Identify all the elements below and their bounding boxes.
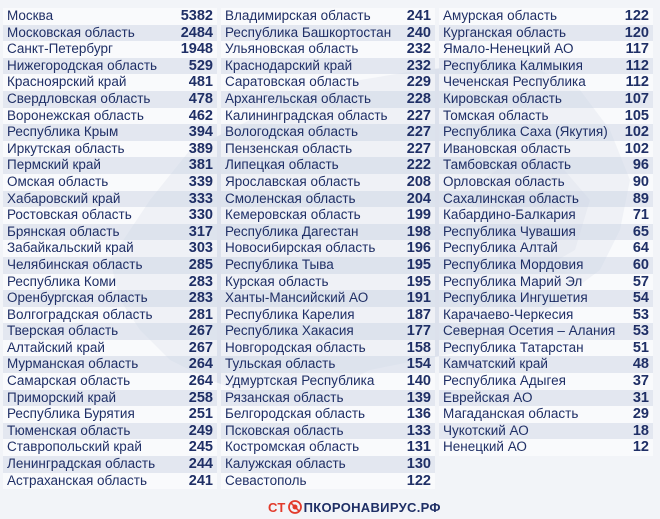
region-row — [3, 41, 217, 58]
region-name: Ульяновская область — [225, 41, 359, 57]
region-name: Тверская область — [7, 323, 119, 339]
region-case-count: 251 — [188, 406, 213, 423]
region-row — [3, 423, 217, 440]
region-name: Пензенская область — [225, 140, 353, 156]
region-case-count: 227 — [406, 140, 431, 157]
region-name: Республика Карелия — [225, 306, 355, 322]
region-name: Республика Башкортостан — [225, 24, 392, 40]
region-case-count: 54 — [632, 290, 649, 307]
region-case-count: 60 — [632, 256, 649, 273]
region-row — [439, 157, 653, 174]
region-name: Чукотский АО — [443, 422, 529, 438]
region-name: Республика Тыва — [225, 256, 334, 272]
region-case-count: 195 — [406, 256, 431, 273]
region-row — [3, 473, 217, 490]
region-row — [3, 25, 217, 42]
region-name: Тюменская область — [7, 422, 131, 438]
region-case-count: 53 — [632, 306, 649, 323]
region-case-count: 120 — [624, 24, 649, 41]
region-row — [221, 174, 435, 191]
region-case-count: 199 — [406, 207, 431, 224]
region-name: Краснодарский край — [225, 57, 353, 73]
region-case-count: 462 — [188, 107, 213, 124]
region-row — [221, 25, 435, 42]
region-name: Воронежская область — [7, 107, 144, 123]
region-case-count: 303 — [188, 240, 213, 257]
region-row — [3, 240, 217, 257]
region-name: Камчатский край — [443, 356, 548, 372]
region-case-count: 2484 — [180, 24, 213, 41]
region-row — [439, 8, 653, 25]
region-row — [221, 439, 435, 456]
region-name: Удмуртская Республика — [225, 373, 375, 389]
region-case-count: 18 — [632, 422, 649, 439]
region-name: Свердловская область — [7, 90, 151, 106]
region-row — [221, 108, 435, 125]
region-case-count: 187 — [406, 306, 431, 323]
footer-brand-part2: ПКОРОНАВИРУС.РФ — [303, 499, 441, 515]
region-name: Санкт-Петербург — [7, 41, 113, 57]
region-case-count: 177 — [406, 323, 431, 340]
region-name: Ямало-Ненецкий АО — [443, 41, 574, 57]
region-name: Новосибирская область — [225, 240, 376, 256]
region-name: Смоленская область — [225, 190, 356, 206]
region-row — [221, 423, 435, 440]
region-case-count: 131 — [406, 439, 431, 456]
region-name: Астраханская область — [7, 472, 148, 488]
region-case-count: 96 — [632, 157, 649, 174]
region-row — [3, 174, 217, 191]
region-case-count: 71 — [632, 207, 649, 224]
region-name: Белгородская область — [225, 406, 366, 422]
region-row — [3, 456, 217, 473]
region-name: Курганская область — [443, 24, 567, 40]
region-row — [3, 390, 217, 407]
region-row — [221, 207, 435, 224]
region-case-count: 136 — [406, 406, 431, 423]
region-name: Ненецкий АО — [443, 439, 527, 455]
region-name: Мурманская область — [7, 356, 139, 372]
region-case-count: 48 — [632, 356, 649, 373]
region-row — [439, 390, 653, 407]
region-case-count: 29 — [632, 406, 649, 423]
region-name: Республика Чувашия — [443, 223, 576, 239]
region-row — [221, 456, 435, 473]
region-row — [439, 191, 653, 208]
region-name: Ленинградская область — [7, 456, 156, 472]
region-row — [221, 41, 435, 58]
region-row — [3, 290, 217, 307]
region-name: Еврейская АО — [443, 389, 533, 405]
region-case-count: 381 — [188, 157, 213, 174]
region-name: Севастополь — [225, 472, 307, 488]
region-name: Сахалинская область — [443, 190, 579, 206]
region-case-count: 133 — [406, 422, 431, 439]
region-case-count: 333 — [188, 190, 213, 207]
region-row — [221, 406, 435, 423]
region-row — [439, 240, 653, 257]
region-name: Северная Осетия – Алания — [443, 323, 616, 339]
region-case-count: 330 — [188, 207, 213, 224]
region-case-count: 229 — [406, 74, 431, 91]
region-case-count: 285 — [188, 256, 213, 273]
region-name: Псковская область — [225, 422, 344, 438]
region-name: Ханты-Мансийский АО — [225, 290, 369, 306]
region-name: Республика Дагестан — [225, 223, 359, 239]
region-case-count: 105 — [624, 107, 649, 124]
region-case-count: 196 — [406, 240, 431, 257]
region-name: Омская область — [7, 173, 109, 189]
region-row — [439, 74, 653, 91]
region-row — [221, 340, 435, 357]
region-name: Оренбургская область — [7, 290, 148, 306]
regions-column-3 — [439, 8, 653, 456]
region-case-count: 478 — [188, 90, 213, 107]
region-case-count: 249 — [188, 422, 213, 439]
region-name: Ивановская область — [443, 140, 571, 156]
region-case-count: 112 — [625, 57, 649, 74]
region-row — [439, 141, 653, 158]
region-case-count: 227 — [406, 107, 431, 124]
region-name: Пермский край — [7, 157, 101, 173]
region-row — [221, 274, 435, 291]
region-row — [439, 174, 653, 191]
region-name: Чеченская Республика — [443, 74, 586, 90]
region-row — [221, 373, 435, 390]
footer-brand[interactable] — [268, 498, 441, 516]
footer-brand-part1: СТ — [268, 499, 286, 515]
region-name: Республика Калмыкия — [443, 57, 583, 73]
region-name: Калининградская область — [225, 107, 388, 123]
region-row — [3, 257, 217, 274]
region-row — [3, 340, 217, 357]
region-name: Магаданская область — [443, 406, 579, 422]
region-row — [3, 124, 217, 141]
region-name: Вологодская область — [225, 124, 358, 140]
region-case-count: 5382 — [180, 8, 213, 24]
region-row — [3, 207, 217, 224]
region-row — [221, 157, 435, 174]
region-row — [3, 58, 217, 75]
region-name: Архангельская область — [225, 90, 372, 106]
region-row — [3, 406, 217, 423]
region-name: Самарская область — [7, 373, 131, 389]
region-case-count: 389 — [188, 140, 213, 157]
region-case-count: 37 — [632, 373, 649, 390]
region-row — [221, 257, 435, 274]
region-row — [3, 8, 217, 25]
region-case-count: 122 — [624, 8, 649, 24]
region-row — [439, 439, 653, 456]
region-case-count: 283 — [188, 290, 213, 307]
region-name: Владимирская область — [225, 8, 371, 23]
region-case-count: 222 — [406, 157, 431, 174]
region-row — [221, 58, 435, 75]
region-name: Тульская область — [225, 356, 336, 372]
region-row — [439, 58, 653, 75]
region-case-count: 241 — [406, 8, 431, 24]
region-name: Забайкальский край — [7, 240, 134, 256]
region-row — [439, 124, 653, 141]
region-case-count: 107 — [624, 90, 649, 107]
region-row — [3, 274, 217, 291]
region-name: Саратовская область — [225, 74, 360, 90]
region-case-count: 232 — [406, 41, 431, 58]
region-case-count: 244 — [188, 456, 213, 473]
region-case-count: 89 — [632, 190, 649, 207]
region-case-count: 240 — [406, 24, 431, 41]
region-case-count: 53 — [632, 323, 649, 340]
region-case-count: 394 — [188, 124, 213, 141]
regions-column-1 — [3, 8, 217, 489]
region-name: Красноярский край — [7, 74, 127, 90]
region-case-count: 195 — [406, 273, 431, 290]
region-row — [3, 307, 217, 324]
region-name: Волгоградская область — [7, 306, 153, 322]
region-name: Курская область — [225, 273, 329, 289]
region-case-count: 90 — [632, 173, 649, 190]
region-row — [221, 290, 435, 307]
region-row — [439, 423, 653, 440]
region-case-count: 317 — [188, 223, 213, 240]
region-name: Республика Ингушетия — [443, 290, 588, 306]
region-name: Московская область — [7, 24, 135, 40]
region-row — [221, 224, 435, 241]
region-name: Ростовская область — [7, 207, 132, 223]
region-row — [439, 41, 653, 58]
region-row — [221, 240, 435, 257]
region-row — [439, 274, 653, 291]
region-name: Ставропольский край — [7, 439, 142, 455]
region-case-count: 140 — [406, 373, 431, 390]
region-name: Республика Марий Эл — [443, 273, 583, 289]
region-name: Москва — [7, 8, 54, 23]
region-case-count: 64 — [632, 240, 649, 257]
region-name: Орловская область — [443, 173, 565, 189]
region-row — [221, 473, 435, 490]
region-row — [439, 224, 653, 241]
region-name: Иркутская область — [7, 140, 125, 156]
region-case-count: 241 — [188, 472, 213, 489]
region-row — [3, 141, 217, 158]
region-row — [221, 191, 435, 208]
region-case-count: 51 — [632, 339, 649, 356]
region-case-count: 204 — [406, 190, 431, 207]
region-name: Рязанская область — [225, 389, 344, 405]
region-name: Калужская область — [225, 456, 346, 472]
region-name: Амурская область — [443, 8, 558, 23]
region-case-count: 267 — [188, 339, 213, 356]
virus-stop-icon — [288, 500, 302, 514]
region-row — [3, 74, 217, 91]
region-name: Нижегородская область — [7, 57, 158, 73]
region-name: Республика Коми — [7, 273, 117, 289]
region-case-count: 12 — [632, 439, 649, 456]
region-row — [439, 290, 653, 307]
region-row — [221, 356, 435, 373]
region-name: Тамбовская область — [443, 157, 572, 173]
region-name: Хабаровский край — [7, 190, 121, 206]
region-name: Республика Бурятия — [7, 406, 135, 422]
region-name: Кемеровская область — [225, 207, 361, 223]
region-case-count: 264 — [188, 356, 213, 373]
region-case-count: 102 — [624, 124, 649, 141]
region-name: Кировская область — [443, 90, 562, 106]
region-name: Брянская область — [7, 223, 120, 239]
region-row — [221, 8, 435, 25]
region-row — [439, 373, 653, 390]
region-case-count: 339 — [188, 173, 213, 190]
region-row — [221, 141, 435, 158]
region-row — [439, 25, 653, 42]
region-case-count: 283 — [188, 273, 213, 290]
region-row — [3, 224, 217, 241]
region-row — [3, 191, 217, 208]
region-name: Костромская область — [225, 439, 360, 455]
region-row — [439, 91, 653, 108]
region-name: Республика Татарстан — [443, 339, 584, 355]
region-row — [3, 439, 217, 456]
region-row — [221, 124, 435, 141]
region-case-count: 264 — [188, 373, 213, 390]
region-row — [3, 356, 217, 373]
region-name: Карачаево-Черкесия — [443, 306, 574, 322]
region-case-count: 281 — [188, 306, 213, 323]
region-case-count: 65 — [632, 223, 649, 240]
region-case-count: 139 — [406, 389, 431, 406]
region-case-count: 191 — [406, 290, 431, 307]
region-case-count: 154 — [406, 356, 431, 373]
region-case-count: 117 — [625, 41, 649, 58]
region-row — [439, 323, 653, 340]
regions-column-2 — [221, 8, 435, 489]
region-case-count: 267 — [188, 323, 213, 340]
region-name: Томская область — [443, 107, 549, 123]
region-name: Новгородская область — [225, 339, 366, 355]
region-row — [3, 157, 217, 174]
region-case-count: 158 — [406, 339, 431, 356]
region-row — [3, 108, 217, 125]
region-row — [221, 307, 435, 324]
region-case-count: 208 — [406, 173, 431, 190]
region-name: Челябинская область — [7, 256, 143, 272]
region-row — [221, 390, 435, 407]
region-row — [439, 340, 653, 357]
region-row — [221, 74, 435, 91]
region-name: Липецкая область — [225, 157, 339, 173]
region-case-count: 245 — [188, 439, 213, 456]
region-case-count: 1948 — [180, 41, 213, 58]
region-name: Республика Хакасия — [225, 323, 354, 339]
region-row — [439, 307, 653, 324]
region-case-count: 529 — [188, 57, 213, 74]
region-row — [221, 91, 435, 108]
region-name: Кабардино-Балкария — [443, 207, 576, 223]
region-row — [3, 373, 217, 390]
region-name: Алтайский край — [7, 339, 105, 355]
region-case-count: 102 — [624, 140, 649, 157]
region-case-count: 227 — [406, 124, 431, 141]
region-case-count: 31 — [632, 389, 649, 406]
region-case-count: 232 — [406, 57, 431, 74]
region-row — [439, 257, 653, 274]
region-name: Приморский край — [7, 389, 117, 405]
region-name: Республика Крым — [7, 124, 119, 140]
region-name: Республика Алтай — [443, 240, 558, 256]
region-case-count: 198 — [406, 223, 431, 240]
region-row — [439, 406, 653, 423]
region-name: Республика Мордовия — [443, 256, 584, 272]
region-name: Ярославская область — [225, 173, 361, 189]
region-case-count: 481 — [188, 74, 213, 91]
region-case-count: 112 — [625, 74, 649, 91]
region-case-count: 122 — [406, 472, 431, 489]
region-name: Республика Адыгея — [443, 373, 566, 389]
region-row — [3, 323, 217, 340]
region-row — [3, 91, 217, 108]
region-case-count: 130 — [406, 456, 431, 473]
region-name: Республика Саха (Якутия) — [443, 124, 608, 140]
region-case-count: 57 — [632, 273, 649, 290]
region-row — [439, 108, 653, 125]
region-case-count: 228 — [406, 90, 431, 107]
region-row — [439, 356, 653, 373]
region-case-count: 258 — [188, 389, 213, 406]
region-row — [439, 207, 653, 224]
region-row — [221, 323, 435, 340]
